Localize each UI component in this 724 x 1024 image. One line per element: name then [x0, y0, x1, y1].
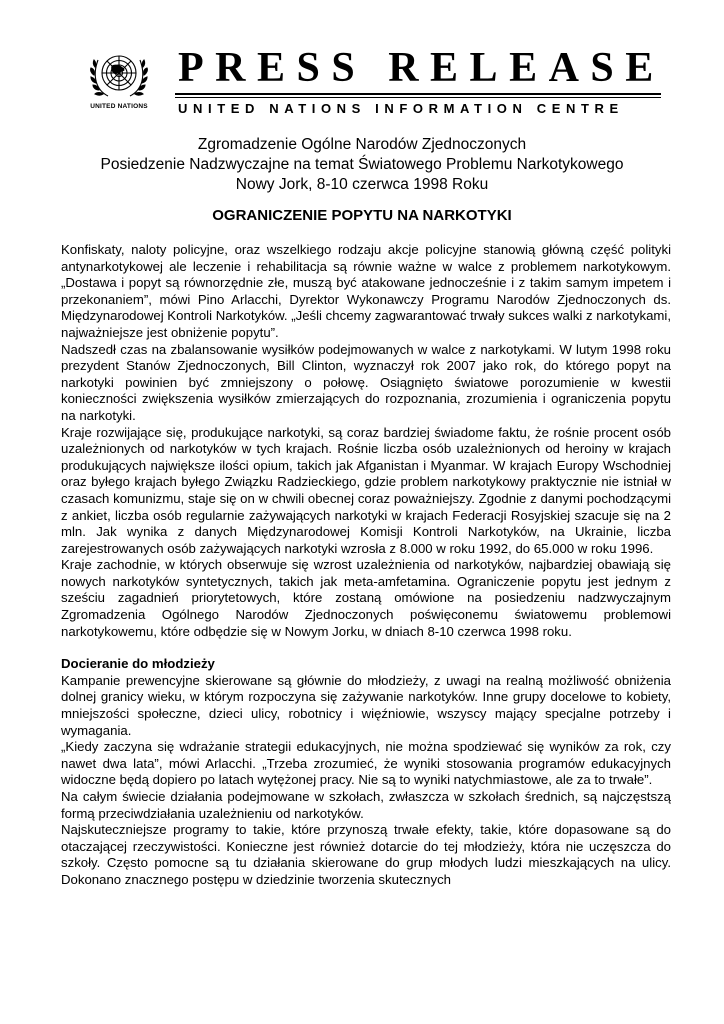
paragraph-gap — [61, 640, 671, 656]
meeting-line-1: Zgromadzenie Ogólne Narodów Zjednoczonych — [197, 136, 527, 153]
section-heading: Docieranie do młodzieży — [61, 656, 215, 672]
paragraph: Konfiskaty, naloty policyjne, oraz wszelkiego rodzaju akcje policyjne stanowią główną część polityki antynarkotykowej ale leczenie i rehabilitacja są równie ważne w walce z problemem narkotykowym. „Dostawa i popyt są równorzędnie złe, muszą być atakowane jednocześnie i z takim samym impetem i przekonaniem”, mówi Pino Arlacchi, Dyrektor Wykonawczy Programu Narodów Zjednoczonych ds. Międzynarodowej Kontroli Narkotyków. „Jeśli chcemy zagwarantować trwały sukces walki z narkotykami, najważniejsze jest obniżenie popytu”. — [61, 242, 671, 340]
document-body — [61, 242, 671, 889]
unic-subtitle: UNITED NATIONS INFORMATION CENTRE — [178, 101, 624, 116]
press-release-title: PRESS RELEASE — [178, 45, 665, 91]
meeting-info — [40, 135, 684, 195]
meeting-line-3: Nowy Jork, 8-10 czerwca 1998 Roku — [235, 176, 489, 193]
paragraph: „Kiedy zaczyna się wdrażanie strategii edukacyjnych, nie można spodziewać się wyników za rok, czy nawet dwa lata”, mówi Arlacchi. „Trzeba zrozumieć, że wyniki stosowania programów edukacyjnych widoczne będą dopiero po latach wytężonej pracy. Nie są to wyniki natychmiastowe, ale za to trwałe”. — [61, 739, 671, 788]
logo-caption: UNITED NATIONS — [90, 103, 148, 110]
paragraph: Kraje zachodnie, w których obserwuje się wzrost uzależnienia od narkotyków, najbardziej obawiają się nowych narkotyków syntetycznych, takich jak meta-amfetamina. Ograniczenie popytu jest jednym z sześciu zagadnień priorytetowych, które zostaną omówione na posiedzeniu nadzwyczajnym Zgromadzenia Ogólnego Narodów Zjednoczonych poświęconemu światowemu problemowi narkotykowemu, które odbędzie się w Nowym Jorku, w dniach 8-10 czerwca 1998 roku. — [61, 557, 671, 639]
paragraph: Nadszedł czas na zbalansowanie wysiłków podejmowanych w walce z narkotykami. W lutym 1998 roku prezydent Stanów Zjednoczonych, Bill Clinton, wyznaczył rok 2007 jako rok, do którego popyt na narkotyki powinien być zmniejszony o połowę. Osiągnięto światowe porozumienie w kwestii konieczności zwiększenia wysiłków zmierzających do rozpoznania, zrozumienia i ograniczenia popytu na narkotyki. — [61, 341, 671, 423]
paragraph: Najskuteczniejsze programy to takie, które przynoszą trwałe efekty, takie, które dopasowane są do otaczającej rzeczywistości. Konieczne jest również dotarcie do tej młodzieży, która nie uczęszcza do szkoły. Często pomocne są tu działania skierowane do grup młodych ludzi mieszkających na ulicy. Dokonano znacznego postępu w dziedzinie tworzenia skutecznych — [61, 822, 671, 887]
paragraph: Na całym świecie działania podejmowane w szkołach, zwłaszcza w szkołach średnich, są najczęstszą formą przeciwdziałania uzależnieniu od narkotyków. — [61, 789, 671, 821]
document-title: OGRANICZENIE POPYTU NA NARKOTYKI — [212, 207, 512, 224]
meeting-line-2: Posiedzenie Nadzwyczajne na temat Światowego Problemu Narkotykowego — [100, 156, 624, 173]
un-logo — [80, 46, 158, 118]
paragraph: Kraje rozwijające się, produkujące narkotyki, są coraz bardziej świadome faktu, że rośnie procent osób uzależnionych od narkotyków w tych krajach. Rośnie liczba osób uzależnionych od heroiny w krajach produkujących największe ilości opium, takich jak Afganistan i Myanmar. W krajach Europy Wschodniej oraz byłego krajach byłego Związku Radzieckiego, gdzie problem narkotykowy praktycznie nie istniał w czasach komunizmu, staje się on w chwili obecnej coraz poważniejszy. Zgodnie z danymi pochodzącymi z ankiet, liczba osób regularnie zażywających narkotyki w krajach Federacji Rosyjskiej szacuje się na 2 mln. Jak wynika z danych Międzynarodowej Komisji Kontroli Narkotyków, na Ukrainie, liczba zarejestrowanych osób zażywających narkotyki wzrosła z 8.000 w roku 1992, do 65.000 w roku 1996. — [61, 424, 671, 556]
header-rule-thick — [175, 93, 661, 95]
un-emblem-icon — [90, 46, 148, 102]
press-release-header — [0, 0, 724, 130]
paragraph: Kampanie prewencyjne skierowane są głównie do młodzieży, z uwagi na realną możliwość obniżenia dolnej granicy wieku, w którym rozpoczyna się zażywanie narkotyków. Inne grupy docelowe to kobiety, mniejszości społeczne, dzieci ulicy, robotnicy i więźniowie, wszyscy mający specjalne potrzeby i wymagania. — [61, 672, 671, 738]
header-rule-thin — [175, 97, 661, 98]
